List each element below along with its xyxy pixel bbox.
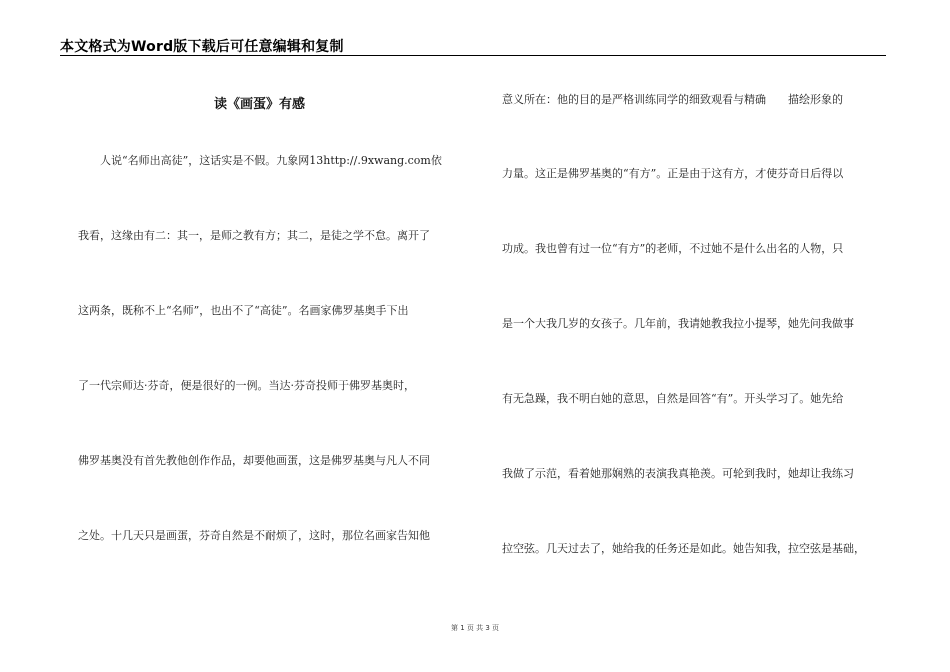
paragraph-line: 有无急躁，我不明白她的意思，自然是回答“有”。开头学习了。她先给 — [502, 392, 844, 405]
paragraph-line: 是一个大我几岁的女孩子。几年前，我请她教我拉小提琴，她先问我做事 — [502, 317, 854, 330]
paragraph-line: 意义所在：他的目的是严格训练同学的细致观看与精确 描绘形象的 — [502, 93, 843, 106]
paragraph-line: 这两条，既称不上“名师”，也出不了“高徒”。名画家佛罗基奥手下出 — [78, 304, 409, 317]
document-title: 读《画蛋》有感 — [214, 97, 306, 112]
paragraph-line: 力量。这正是佛罗基奥的“有方”。正是由于这有方，才使芬奇日后得以 — [502, 167, 844, 180]
paragraph-line: 了一代宗师达·芬奇，便是很好的一例。当达·芬奇投师于佛罗基奥时， — [78, 379, 415, 392]
paragraph-line: 拉空弦。几天过去了，她给我的任务还是如此。她告知我，拉空弦是基础， — [502, 542, 865, 555]
paragraph-line: 之处。十几天只是画蛋，芬奇自然是不耐烦了，这时，那位名画家告知他 — [78, 529, 430, 542]
banner-text: 本文格式为Word版下载后可任意编辑和复制 — [60, 39, 344, 55]
page-number: 第 1 页 共 3 页 — [450, 624, 500, 632]
paragraph-line: 佛罗基奥没有首先教他创作作品，却要他画蛋，这是佛罗基奥与凡人不同 — [78, 454, 430, 467]
paragraph-line: 功成。我也曾有过一位“有方”的老师，不过她不是什么出名的人物，只 — [502, 242, 844, 255]
paragraph-line: 我看，这缘由有二：其一，是师之教有方；其二，是徒之学不怠。离开了 — [78, 229, 430, 242]
paragraph-line: 我做了示范，看着她那娴熟的表演我真艳羡。可轮到我时，她却让我练习 — [502, 467, 854, 480]
paragraph-line: 人说“名师出高徒”，这话实是不假。九象网13http://.9xwang.com依 — [78, 154, 442, 167]
banner-divider — [60, 55, 886, 56]
